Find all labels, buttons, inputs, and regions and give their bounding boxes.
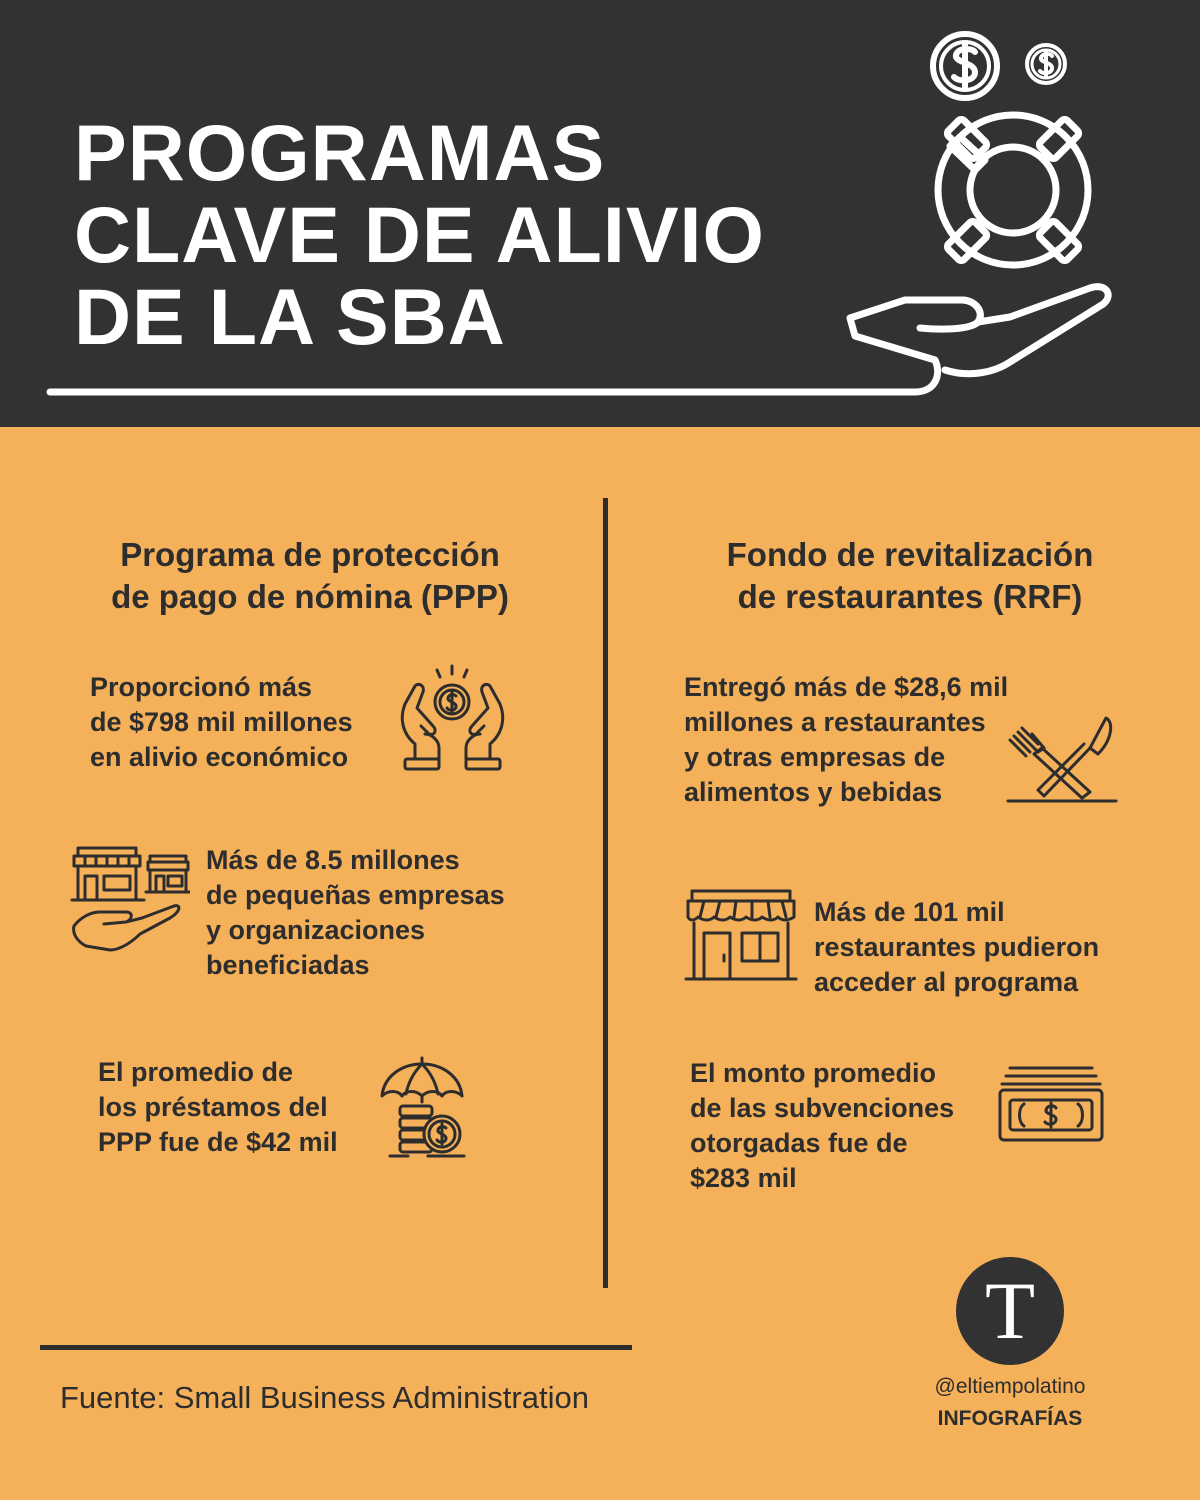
ppp-item-1-text: [90, 670, 353, 775]
text-line: Entregó más de $28,6 mil: [684, 672, 1009, 702]
fork-knife-icon: [1004, 714, 1120, 806]
rrf-title: [660, 534, 1160, 618]
text-line: de pequeñas empresas: [206, 880, 505, 910]
storefront-icon: [684, 889, 798, 985]
ppp-title-line: Programa de protección: [120, 536, 500, 573]
lifebuoy-icon: [938, 115, 1088, 265]
text-line: los préstamos del: [98, 1092, 328, 1122]
brand-logo: [956, 1257, 1064, 1365]
footer-rule: [40, 1345, 632, 1350]
banknote-stack-icon: [996, 1064, 1106, 1144]
text-line: alimentos y bebidas: [684, 777, 943, 807]
source-note: Fuente: Small Business Administration: [60, 1380, 589, 1415]
ppp-title: [40, 534, 580, 618]
rrf-title-line: de restaurantes (RRF): [737, 578, 1083, 615]
text-line: El promedio de: [98, 1057, 294, 1087]
column-divider: [603, 498, 608, 1288]
rrf-item-3-text: [690, 1056, 954, 1196]
text-line: acceder al programa: [814, 967, 1079, 997]
text-line: de las subvenciones: [690, 1093, 955, 1123]
text-line: y otras empresas de: [684, 742, 946, 772]
title-line-3: DE LA SBA: [74, 272, 506, 361]
text-line: PPP fue de $42 mil: [98, 1127, 338, 1157]
text-line: y organizaciones: [206, 915, 426, 945]
text-line: restaurantes pudieron: [814, 932, 1100, 962]
text-line: El monto promedio: [690, 1058, 936, 1088]
umbrella-coins-icon: [380, 1056, 470, 1160]
dollar-coin-small-icon: [1027, 45, 1065, 83]
ppp-item-2-text: [206, 843, 505, 983]
logo-letter: T: [984, 1265, 1036, 1356]
header-illustration: [0, 0, 1200, 427]
text-line: millones a restaurantes: [684, 707, 986, 737]
dollar-coin-icon: [933, 34, 997, 98]
title-line-2: CLAVE DE ALIVIO: [74, 190, 765, 279]
text-line: $283 mil: [690, 1163, 797, 1193]
text-line: Más de 8.5 millones: [206, 845, 460, 875]
text-line: Proporcionó más: [90, 672, 313, 702]
text-line: otorgadas fue de: [690, 1128, 908, 1158]
rrf-item-2-text: [814, 895, 1099, 1000]
rrf-item-1-text: [684, 670, 1008, 810]
rrf-title-line: Fondo de revitalización: [726, 536, 1094, 573]
text-line: de $798 mil millones: [90, 707, 353, 737]
text-line: en alivio económico: [90, 742, 349, 772]
text-line: Más de 101 mil: [814, 897, 1005, 927]
open-hand-icon: [50, 287, 1108, 392]
hands-holding-coin-icon: [395, 664, 510, 774]
title-line-1: PROGRAMAS: [74, 108, 606, 197]
header-banner: [0, 0, 1200, 427]
brand-label: INFOGRAFÍAS: [937, 1407, 1083, 1430]
social-handle: @eltiempolatino: [934, 1375, 1086, 1398]
ppp-title-line: de pago de nómina (PPP): [111, 578, 509, 615]
text-line: beneficiadas: [206, 950, 370, 980]
stores-in-hand-icon: [70, 846, 190, 958]
ppp-item-3-text: [98, 1055, 338, 1160]
